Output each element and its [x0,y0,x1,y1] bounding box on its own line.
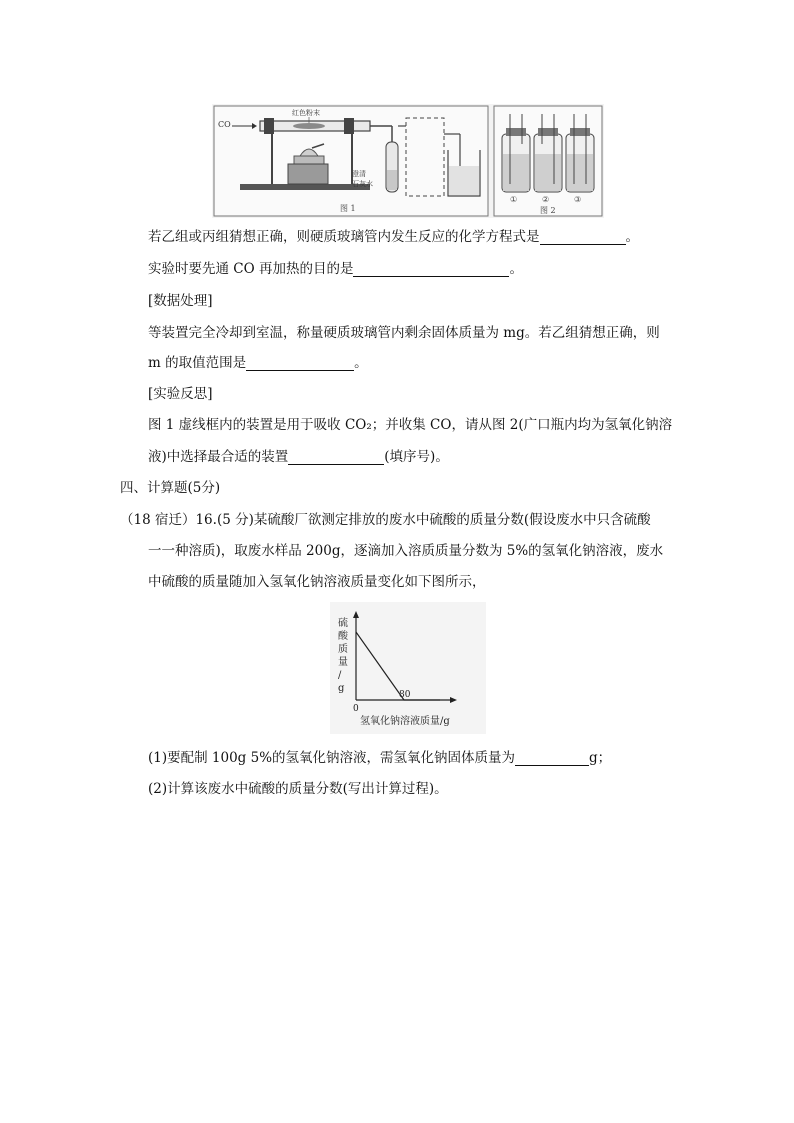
text-line-4 [148,355,368,371]
q16-line-2: 一一种溶质)，取废水样品 200g，逐滴加入溶质质量分数为 5%的氢氧化钠溶液，废水 [148,543,664,559]
naoh-mass-blank[interactable] [515,751,589,766]
bottle-label-3: ③ [574,195,582,204]
data-heading: [数据处理] [148,293,213,309]
bottle-label-2: ② [542,195,550,204]
line2-end: 。 [509,261,523,277]
line6-end: (填序号)。 [384,449,449,465]
equation-prompt: 若乙组或丙组猜想正确，则硬质玻璃管内发生反应的化学方程式是 [148,229,540,245]
text-line-2 [148,261,523,277]
y-axis-label-char: 酸 [338,631,348,642]
text-line-6 [148,449,449,465]
x-tick-80: 80 [399,690,411,700]
equation-blank[interactable] [540,230,626,245]
line4-end: 。 [354,355,368,371]
co-label: CO [218,120,231,129]
apparatus-figure [212,104,604,218]
device-prompt: 液)中选择最合适的装置 [148,449,289,465]
origin-label: 0 [353,704,359,714]
y-axis-label-char: 质 [338,644,348,655]
y-axis-label-char: g [338,683,345,694]
device-blank[interactable] [288,450,384,465]
limewater-label-2: 石灰水 [352,180,373,188]
sulfuric-acid-chart [330,602,486,734]
text-line-3: 等装置完全冷却到室温，称量硬质玻璃管内剩余固体质量为 mg。若乙组猜想正确，则 [148,325,660,341]
section-4-heading: 四、计算题(5分) [120,480,221,496]
figure2-caption: 图 2 [540,206,556,215]
bottle-label-1: ① [510,195,518,204]
x-axis-label: 氢氧化钠溶液质量/g [360,716,450,727]
line1-end: 。 [625,229,639,245]
powder-label: 红色粉末 [292,109,320,117]
y-axis-label-char: / [338,670,342,681]
range-prompt: m 的取值范围是 [148,355,247,371]
sub-question-1 [148,750,611,766]
text-line-1 [148,229,639,245]
reflect-heading: [实验反思] [148,386,213,402]
sub1-end: g； [589,750,612,766]
text-line-5: 图 1 虚线框内的装置是用于吸收 CO₂；并收集 CO，请从图 2(广口瓶内均为氢氧化钠溶 [148,417,673,433]
y-axis-label-char: 量 [338,657,348,668]
purpose-prompt: 实验时要先通 CO 再加热的目的是 [148,261,354,277]
figure1-caption: 图 1 [340,204,356,213]
purpose-blank[interactable] [353,262,509,277]
q16-line-1: （18 宿迁）16.(5 分)某硫酸厂欲测定排放的废水中硫酸的质量分数(假设废水中只含硫酸 [120,512,651,528]
range-blank[interactable] [246,356,354,371]
q16-line-3: 中硫酸的质量随加入氢氧化钠溶液质量变化如下图所示， [148,574,486,590]
y-axis-label-char: 硫 [338,618,348,629]
limewater-label-1: 澄清 [352,170,366,178]
sub-question-2: (2)计算该废水中硫酸的质量分数(写出计算过程)。 [148,781,448,797]
sub1-prompt: (1)要配制 100g 5%的氢氧化钠溶液，需氢氧化钠固体质量为 [148,750,516,766]
